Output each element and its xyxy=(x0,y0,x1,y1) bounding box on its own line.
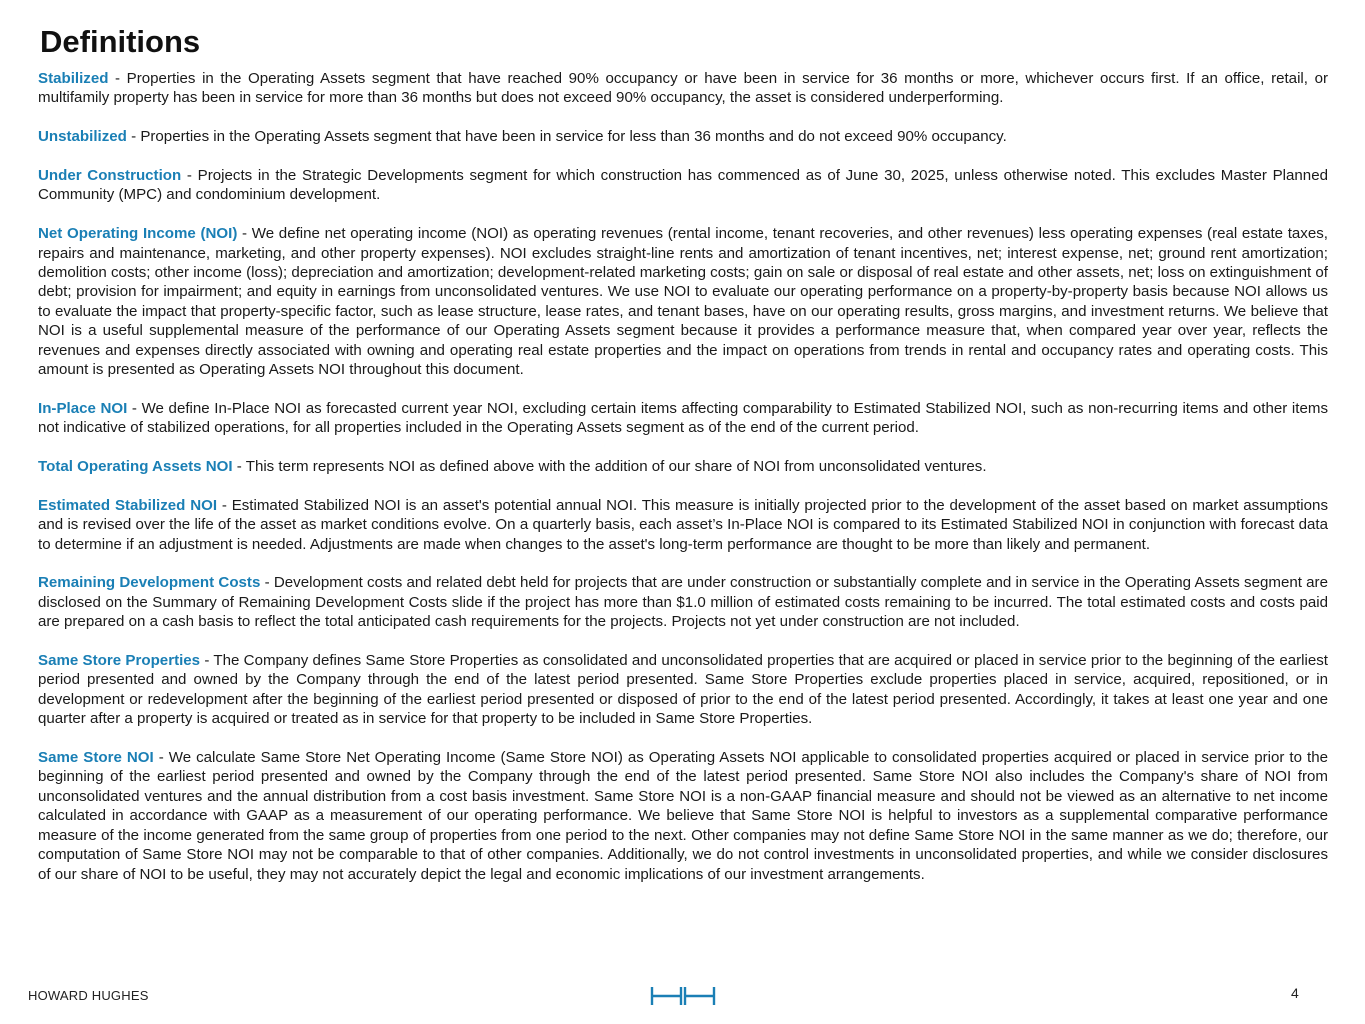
definition-term: In-Place NOI xyxy=(38,399,128,417)
definition-term: Remaining Development Costs xyxy=(38,574,261,592)
definitions-list xyxy=(38,69,1328,903)
definition-under-construction xyxy=(38,166,1328,205)
definition-text: - Development costs and related debt held for projects that are under construction or substantially complete and in service in the Operating Assets segment are disclosed on the Summary of Remaining Development Costs slide if the project has more than $1.0 million of estimated costs remaining to be incurred. The total estimated costs and costs paid are prepared on a cash basis to reflect the total anticipated cash requirements for the projects. Projects not yet under construction are not included. xyxy=(38,574,1328,631)
definition-text: - Estimated Stabilized NOI is an asset's potential annual NOI. This measure is initially projected prior to the development of the asset based on market assumptions and is revised over the life of the asset as market conditions evolve. On a quarterly basis, each asset’s In-Place NOI is compared to its Estimated Stabilized NOI in conjunction with forecast data to determine if an adjustment is needed. Adjustments are made when changes to the asset's long-term performance are thought to be more than likely and permanent. xyxy=(38,496,1328,553)
definition-term: Under Construction xyxy=(38,167,182,184)
definition-term: Same Store NOI xyxy=(38,749,154,767)
footer-company-name: HOWARD HUGHES xyxy=(28,988,149,1003)
definition-text: - Properties in the Operating Assets segment that have reached 90% occupancy or have been in service for 36 months or more, whichever occurs first. If an office, retail, or multifamily property has been in service for more than 36 months but does not exceed 90% occupancy, the asset is considered underperforming. xyxy=(38,70,1328,107)
definition-text: - The Company defines Same Store Properties as consolidated and unconsolidated properties that are acquired or placed in service prior to the beginning of the earliest period presented and owned by the Company through the end of the latest period presented. Same Store Properties exclude properties placed in service, acquired, repositioned, or in development or redevelopment after the beginning of the earliest period presented or disposed of prior to the end of the latest period presented. Accordingly, it takes at least one year and one quarter after a property is acquired or treated as in service for that property to be included in Same Store Properties. xyxy=(38,652,1328,728)
definition-text: - We calculate Same Store Net Operating Income (Same Store NOI) as Operating Assets NOI applicable to consolidated properties acquired or placed in service prior to the beginning of the earliest period presented and owned by the Company through the end of the latest period presented. Same Store NOI also includes the Company's share of NOI from unconsolidated ventures and the annual distribution from a cost basis investment. Same Store NOI is a non-GAAP financial measure and should not be viewed as an alternative to net income calculated in accordance with GAAP as a measurement of our operating performance. We believe that Same Store NOI is helpful to investors as a supplemental comparative performance measure of the income generated from the same group of properties from one period to the next. Other companies may not define Same Store NOI in the same manner as we do; therefore, our computation of Same Store NOI may not be comparable to that of other companies. Additionally, we do not control investments in unconsolidated properties, and while we consider disclosures of our share of NOI to be useful, they may not accurately depict the legal and economic implications of our investment arrangements. xyxy=(38,749,1328,883)
definition-text: - We define In-Place NOI as forecasted current year NOI, excluding certain items affecting comparability to Estimated Stabilized NOI, such as non-recurring items and other items not indicative of stabilized operations, for all properties included in the Operating Assets segment as of the end of the current period. xyxy=(38,399,1328,437)
hh-logo-icon xyxy=(650,985,716,1007)
definition-text: - Properties in the Operating Assets segment that have been in service for less than 36 months and do not exceed 90% occupancy. xyxy=(126,128,1007,146)
definition-estimated-stabilized-noi xyxy=(38,496,1328,554)
definition-term: Total Operating Assets NOI xyxy=(38,458,233,476)
definition-term: Stabilized xyxy=(38,70,109,87)
definition-term: Net Operating Income (NOI) xyxy=(38,225,238,243)
definition-stabilized xyxy=(38,69,1328,108)
page-title: Definitions xyxy=(40,24,201,59)
definition-same-store-noi xyxy=(38,748,1328,884)
definition-term: Unstabilized xyxy=(38,128,127,146)
definition-total-operating-assets-noi xyxy=(38,457,1328,476)
definition-text: - This term represents NOI as defined above with the addition of our share of NOI from unconsolidated ventures. xyxy=(232,458,987,476)
definition-noi xyxy=(38,224,1328,379)
definition-term: Estimated Stabilized NOI xyxy=(38,496,218,514)
definition-text: - Projects in the Strategic Developments segment for which construction has commenced as of June 30, 2025, unless otherwise noted. This excludes Master Planned Community (MPC) and condominium development. xyxy=(38,167,1328,204)
page-number: 4 xyxy=(1291,985,1299,1001)
definition-text: - We define net operating income (NOI) as operating revenues (rental income, tenant recoveries, and other revenues) less operating expenses (real estate taxes, repairs and maintenance, marketing, and other property expenses). NOI excludes straight-line rents and amortization of tenant incentives, net; interest expense, net; ground rent amortization; demolition costs; other income (loss); depreciation and amortization; development-related marketing costs; gain on sale or disposal of real estate and other assets, net; loss on extinguishment of debt; provision for impairment; and equity in earnings from unconsolidated ventures. We use NOI to evaluate our operating performance on a property-by-property basis because NOI allows us to evaluate the impact that property-specific factor, such as lease structure, lease rates, and tenant bases, have on our operating results, gross margins, and investment returns. We believe that NOI is a useful supplemental measure of the performance of our Operating Assets segment because it provides a performance measure that, when compared year over year, reflects the revenues and expenses directly associated with owning and operating real estate properties and the impact on operations from trends in rental and occupancy rates and operating costs. This amount is presented as Operating Assets NOI throughout this document. xyxy=(38,225,1328,379)
definition-unstabilized xyxy=(38,127,1328,146)
definition-same-store-properties xyxy=(38,651,1328,729)
definition-remaining-development-costs xyxy=(38,573,1328,631)
definition-term: Same Store Properties xyxy=(38,652,201,670)
definition-in-place-noi xyxy=(38,399,1328,438)
